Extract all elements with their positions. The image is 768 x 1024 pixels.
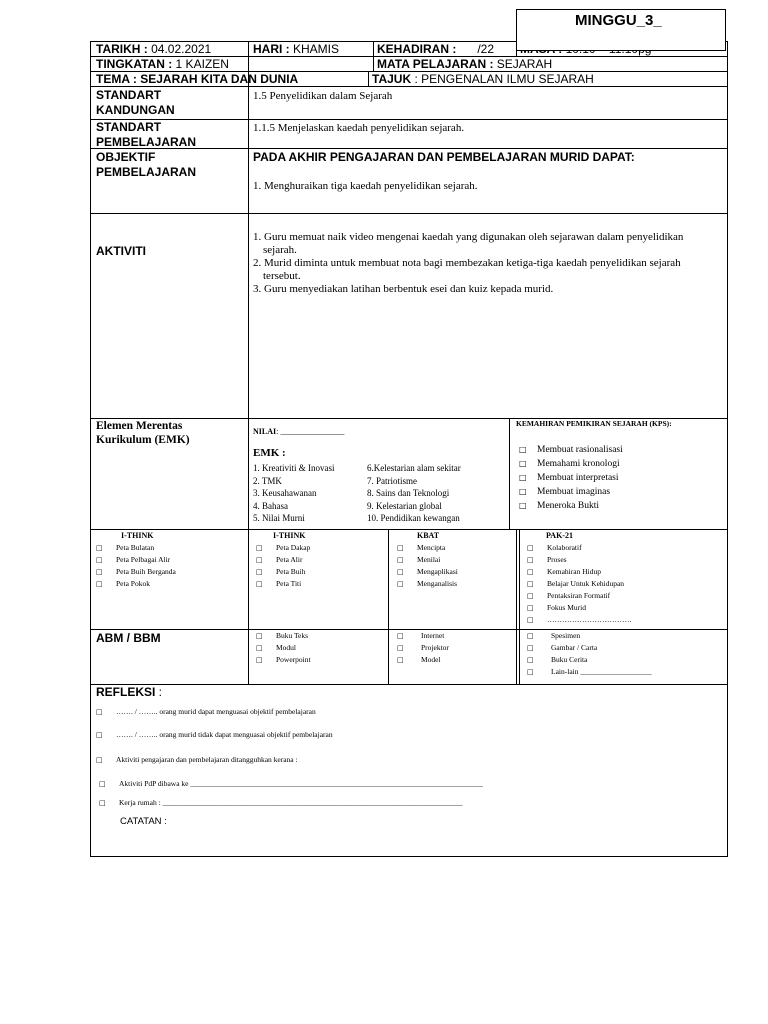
pak21-item[interactable]: □ ……………………………. (527, 614, 631, 626)
kbat-item[interactable]: □ Mengaplikasi (397, 566, 458, 578)
kbat-item[interactable]: □ Mencipta (397, 542, 458, 554)
abm-item-label: Model (421, 655, 441, 664)
pak21-list (527, 542, 631, 626)
objektif-item: 1. Menghuraikan tiga kaedah penyelidikan sejarah. (253, 180, 478, 192)
ithink-item[interactable]: □ Peta Alir (256, 554, 310, 566)
kehadiran-field (377, 42, 494, 56)
ithink-item[interactable]: □ Peta Titi (256, 578, 310, 590)
aktiviti-item: 3. Guru menyediakan latihan berbentuk esei dan kuiz kepada murid. (253, 283, 554, 295)
abm-item[interactable] (527, 642, 652, 654)
pak21-item[interactable]: □ Pentaksiran Formatif (527, 590, 631, 602)
emk-section-label: Elemen Merentas Kurikulum (EMK) (96, 420, 190, 446)
abm-item[interactable] (527, 630, 652, 642)
abm-label: ABM / BBM (96, 631, 161, 645)
objektif-label: OBJEKTIF PEMBELAJARAN (96, 150, 197, 179)
emk-item: 7. Patriotisme (367, 475, 417, 486)
nilai-blank: : ________________ (276, 427, 345, 436)
kps-item[interactable]: □ Memahami kronologi (519, 457, 623, 471)
standard-pembelajaran-label: STANDART PEMBELAJARAN (96, 120, 197, 149)
ithink-item[interactable]: □ Peta Buih (256, 566, 310, 578)
abm-item-label: Internet (421, 631, 445, 640)
week-box (516, 9, 726, 51)
kps-item[interactable]: □ Membuat rasionalisasi (519, 443, 623, 457)
abm-item-label: Gambar / Carta (551, 643, 598, 652)
emk-item: 4. Bahasa (253, 500, 288, 511)
standard-pembelajaran-value: 1.1.5 Menjelaskan kaedah penyelidikan sejarah. (253, 122, 465, 134)
tajuk-label: TAJUK (372, 72, 412, 86)
objektif-heading: PADA AKHIR PENGAJARAN DAN PEMBELAJARAN MURID DAPAT: (253, 150, 635, 164)
abm-list-3 (527, 630, 652, 678)
kbat-item[interactable]: □ Menganalisis (397, 578, 458, 590)
refleksi-item[interactable]: □ ……. / …….. orang murid tidak dapat menguasai objektif pembelajaran (96, 729, 333, 741)
abm-item-label: Buku Cerita (551, 655, 588, 664)
emk-item: 1. Kreativiti & Inovasi (253, 463, 335, 473)
emk-item: 10. Pendidikan kewangan (367, 513, 460, 524)
pak21-item[interactable]: □ Belajar Untuk Kehidupan (527, 578, 631, 590)
standard-kandungan-value: 1.5 Penyelidikan dalam Sejarah (253, 90, 393, 102)
abm-item[interactable]: □ Powerpoint (256, 654, 311, 666)
tajuk-field (372, 72, 594, 86)
abm-item-label: Lain-lain ___________________ (551, 667, 652, 676)
kbat-item[interactable]: □ Menilai (397, 554, 458, 566)
aktiviti-item: 2. Murid diminta untuk membuat nota bagi membezakan ketiga-tiga kaedah penyelidikan sejarah tersebut. (253, 257, 681, 282)
week-label: MINGGU_3_ (575, 12, 662, 29)
refleksi-label: REFLEKSI (96, 685, 156, 699)
kbat-heading: KBAT (417, 531, 440, 540)
emk-item: 9. Kelestarian global (367, 500, 442, 511)
tema-label: TEMA : SEJARAH KITA DAN DUNIA (96, 72, 299, 86)
emk-item: 2. TMK (253, 475, 282, 486)
abm-item[interactable] (397, 642, 449, 654)
nilai-field (253, 426, 344, 438)
lesson-plan-sheet (90, 41, 728, 857)
emk-item: 3. Keusahawanan (253, 488, 317, 499)
refleksi-field (96, 685, 162, 699)
nilai-label: NILAI (253, 427, 277, 436)
standard-kandungan-label: STANDART KANDUNGAN (96, 88, 175, 117)
emk-item: 8. Sains dan Teknologi (367, 488, 450, 499)
emk-item: 6.Kelestarian alam sekitar (367, 463, 461, 473)
tingkatan-field (96, 57, 229, 71)
refleksi-colon: : (155, 685, 163, 699)
mata-pelajaran-label: MATA PELAJARAN : (377, 57, 494, 71)
ithink-item[interactable]: □ Peta Dakap (256, 542, 310, 554)
abm-item[interactable] (527, 654, 652, 666)
hari-value: KHAMIS (289, 42, 340, 56)
tingkatan-value: 1 KAIZEN (172, 57, 229, 71)
pak21-item[interactable]: □ Kemahiran Hidup (527, 566, 631, 578)
refleksi-item[interactable]: □ Aktiviti pengajaran dan pembelajaran ditangguhkan kerana : (96, 754, 298, 766)
hari-field (253, 42, 339, 56)
kehadiran-value: /22 (477, 42, 495, 56)
pak21-item[interactable]: □ Kolaboratif (527, 542, 631, 554)
emk-col2 (367, 462, 461, 525)
abm-item-label: Spesimen (551, 631, 581, 640)
pak21-heading: PAK-21 (546, 531, 573, 540)
kps-item[interactable]: □ Membuat imaginas (519, 485, 623, 499)
mata-pelajaran-value: SEJARAH (493, 57, 553, 71)
refleksi-item[interactable]: □ Kerja rumah : ________________________________________________________________________________ (99, 797, 463, 809)
emk-col1 (253, 462, 334, 525)
kps-item[interactable]: □ Meneroka Bukti (519, 499, 623, 513)
kbat-list (397, 542, 458, 590)
abm-item[interactable] (397, 654, 449, 666)
pak21-item[interactable]: □ Proses (527, 554, 631, 566)
pak21-item[interactable]: □ Fokus Murid (527, 602, 631, 614)
refleksi-item[interactable]: □ Aktiviti PdP dibawa ke ______________________________________________________________________________ (99, 778, 483, 790)
abm-list-2 (397, 630, 449, 666)
mata-pelajaran-field (377, 57, 552, 71)
abm-item[interactable]: □ Buku Teks (256, 630, 311, 642)
catatan-label: CATATAN : (120, 816, 167, 827)
hari-label: HARI : (253, 42, 290, 56)
abm-item[interactable] (397, 630, 449, 642)
aktiviti-label: AKTIVITI (96, 244, 146, 258)
aktiviti-item: 1. Guru memuat naik video mengenai kaedah yang digunakan oleh sejarawan dalam penyelidikan sejarah. (253, 231, 684, 256)
emk-heading: EMK : (253, 447, 286, 459)
tarikh-label: TARIKH : (96, 42, 148, 56)
aktiviti-list (253, 231, 715, 296)
tarikh-field (96, 42, 211, 56)
refleksi-item[interactable]: □ ……. / …….. orang murid dapat menguasai objektif pembelajaran (96, 706, 316, 718)
kps-heading: KEMAHIRAN PEMIKIRAN SEJARAH (KPS): (516, 419, 672, 428)
ithink-item[interactable]: □ Peta Pokok (96, 578, 176, 590)
ithink-item[interactable]: □ Peta Pelbagai Alir (96, 554, 176, 566)
ithink-item[interactable]: □ Peta Bulatan (96, 542, 176, 554)
emk-item: 5. Nilai Murni (253, 513, 305, 524)
kps-list (519, 443, 623, 513)
ithink-heading-1: I-THINK (121, 531, 154, 540)
tajuk-value: : PENGENALAN ILMU SEJARAH (411, 72, 594, 86)
ithink-list-2 (256, 542, 310, 590)
ithink-item[interactable]: □ Peta Buih Berganda (96, 566, 176, 578)
kehadiran-label: KEHADIRAN : (377, 42, 457, 56)
ithink-list-1 (96, 542, 176, 590)
tarikh-value: 04.02.2021 (147, 42, 212, 56)
abm-item-label: Projektor (421, 643, 449, 652)
abm-item[interactable] (527, 666, 652, 678)
kps-item[interactable]: □ Membuat interpretasi (519, 471, 623, 485)
tingkatan-label: TINGKATAN : (96, 57, 173, 71)
abm-item[interactable]: □ Modul (256, 642, 311, 654)
abm-list-1 (256, 630, 311, 666)
ithink-heading-2: I-THINK (273, 531, 306, 540)
